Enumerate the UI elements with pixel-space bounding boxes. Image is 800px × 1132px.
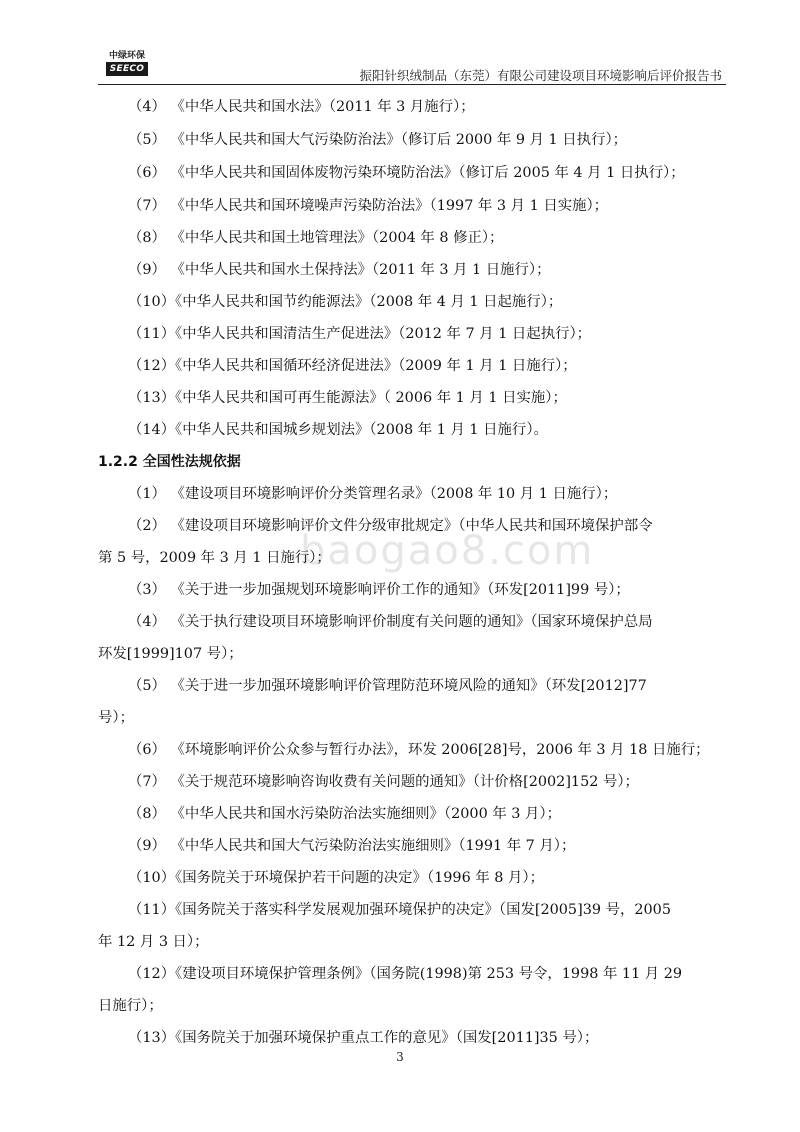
law-item: （7） 《中华人民共和国环境噪声污染防治法》（1997 年 3 月 1 日实施）；: [128, 198, 609, 214]
law-item: （4） 《中华人民共和国水法》（2011 年 3 月施行）；: [128, 99, 475, 115]
watermark: baogao8.com: [300, 528, 595, 574]
regulation-item: （1） 《建设项目环境影响评价分类管理名录》（2008 年 10 月 1 日施行）；: [128, 486, 618, 502]
regulation-item: （12）《建设项目环境保护管理条例》（国务院(1998)第 253 号令，1998 年 11 月 29: [128, 966, 683, 982]
regulation-item: （11）《国务院关于落实科学发展观加强环境保护的决定》（国发[2005]39 号，2005: [128, 902, 671, 918]
regulation-item: （10）《国务院关于环境保护若干问题的决定》（1996 年 8 月）；: [128, 870, 544, 886]
section-heading: 1.2.2 全国性法规依据: [98, 454, 241, 470]
regulation-item: （8） 《中华人民共和国水污染防治法实施细则》（2000 年 3 月）；: [128, 806, 561, 822]
regulation-item-cont: 日施行）；: [98, 998, 163, 1014]
law-item: （8） 《中华人民共和国土地管理法》（2004 年 8 修正）；: [128, 230, 504, 246]
regulation-item: （7） 《关于规范环境影响咨询收费有关问题的通知》（计价格[2002]152 号）；: [128, 774, 639, 790]
regulation-item: （4） 《关于执行建设项目环境影响评价制度有关问题的通知》（国家环境保护总局: [128, 614, 653, 630]
law-item: （6） 《中华人民共和国固体废物污染环境防治法》（修订后 2005 年 4 月 1 日执行）；: [128, 165, 685, 181]
law-item: （9） 《中华人民共和国水土保持法》（2011 年 3 月 1 日施行）；: [128, 262, 551, 278]
law-item: （11）《中华人民共和国清洁生产促进法》（2012 年 7 月 1 日起执行）；: [128, 326, 592, 342]
regulation-item-cont: 第 5 号，2009 年 3 月 1 日施行）；: [98, 550, 331, 566]
law-item: （10）《中华人民共和国节约能源法》（2008 年 4 月 1 日起施行）；: [128, 294, 563, 310]
regulation-item-cont: 环发[1999]107 号）；: [98, 646, 243, 662]
law-item: （14）《中华人民共和国城乡规划法》（2008 年 1 月 1 日施行）。: [128, 422, 548, 438]
regulation-item: （2） 《建设项目环境影响评价文件分级审批规定》（中华人民共和国环境保护部令: [128, 518, 653, 534]
page-header: [98, 50, 726, 85]
page-number: 3: [396, 1050, 404, 1064]
regulation-item: （5） 《关于进一步加强环境影响评价管理防范环境风险的通知》（环发[2012]77: [128, 678, 647, 694]
regulation-item-cont: 号）；: [98, 710, 134, 726]
regulation-item: （9） 《中华人民共和国大气污染防治法实施细则》（1991 年 7 月）；: [128, 838, 576, 854]
law-item: （12）《中华人民共和国循环经济促进法》（2009 年 1 月 1 日施行）；: [128, 358, 577, 374]
logo-cn-text: 中绿环保: [108, 51, 145, 61]
law-item: （5） 《中华人民共和国大气污染防治法》（修订后 2000 年 9 月 1 日执行）；: [128, 132, 628, 148]
logo-en-text: SEECO: [106, 62, 148, 76]
regulation-item: （6） 《环境影响评价公众参与暂行办法》，环发 2006[28]号，2006 年 3 月 18 日施行；: [128, 742, 710, 758]
company-logo: [106, 50, 148, 76]
law-item: （13）《中华人民共和国可再生能源法》（ 2006 年 1 月 1 日实施）；: [128, 390, 567, 406]
regulation-item: （3） 《关于进一步加强规划环境影响评价工作的通知》（环发[2011]99 号）；: [128, 582, 630, 598]
regulation-item: （13）《国务院关于加强环境保护重点工作的意见》（国发[2011]35 号）；: [128, 1030, 599, 1046]
report-title: 振阳针织绒制品（东莞）有限公司建设项目环境影响后评价报告书: [359, 68, 722, 83]
regulation-item-cont: 年 12 月 3 日）；: [98, 934, 209, 950]
